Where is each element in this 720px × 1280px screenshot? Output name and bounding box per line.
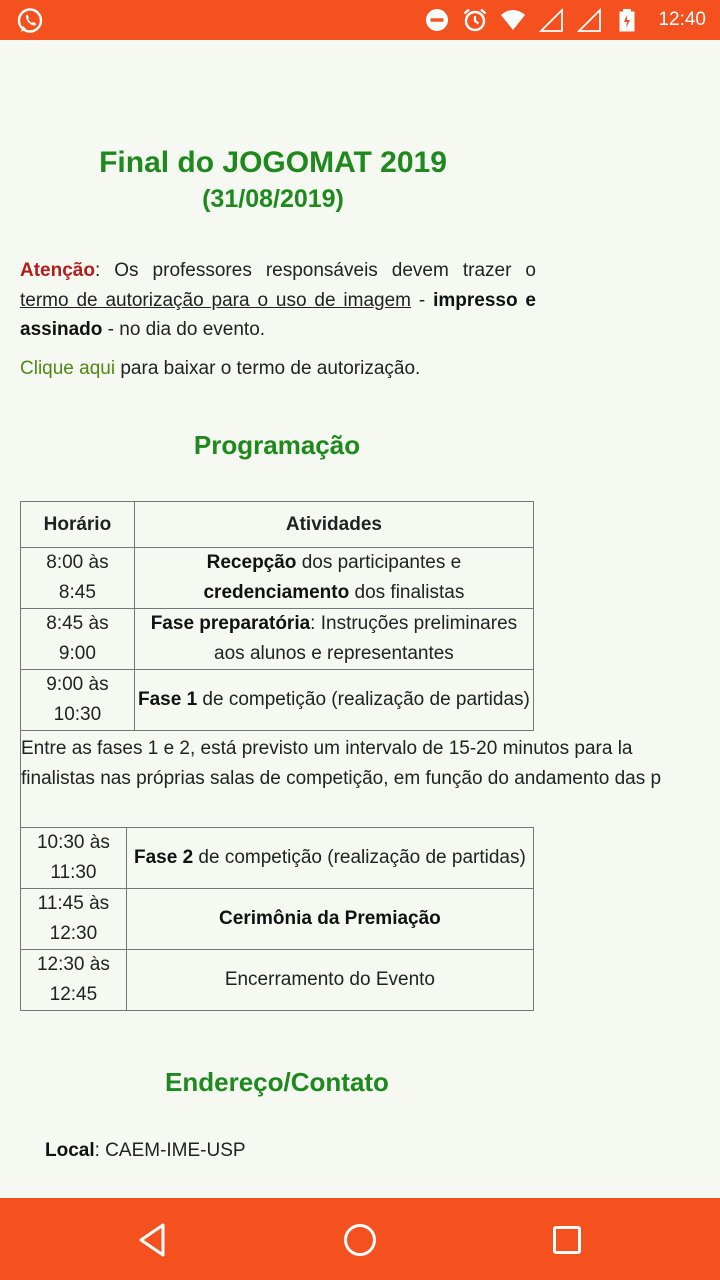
attention-label: Atenção xyxy=(20,260,95,281)
location-value: : CAEM-IME-USP xyxy=(94,1140,246,1161)
column-header-activities: Atividades xyxy=(134,502,533,548)
activity-cell: Fase 1 de competição (realização de partidas) xyxy=(134,670,533,731)
table-row xyxy=(21,950,534,1011)
time-cell: 8:45 às 9:00 xyxy=(21,609,135,670)
authorization-term-link[interactable]: termo de autorização para o uso de imagem xyxy=(20,289,411,311)
do-not-disturb-icon xyxy=(424,7,450,33)
status-icons xyxy=(424,0,706,40)
clock: 12:40 xyxy=(658,9,706,30)
time-cell: 11:45 às 12:30 xyxy=(21,889,127,950)
battery-icon xyxy=(614,7,640,33)
time-cell: 10:30 às 11:30 xyxy=(21,828,127,889)
address-heading: Endereço/Contato xyxy=(165,1067,389,1097)
location-line xyxy=(45,1140,246,1162)
activity-cell: Cerimônia da Premiação xyxy=(126,889,533,950)
table-row xyxy=(21,670,534,731)
wifi-icon xyxy=(500,7,526,33)
alarm-icon xyxy=(462,7,488,33)
click-here-link[interactable]: Clique aqui xyxy=(20,358,116,379)
navigation-bar xyxy=(0,1198,720,1280)
download-line: Clique aqui para baixar o termo de autorização. xyxy=(20,358,421,379)
event-date: (31/08/2019) xyxy=(202,185,344,213)
activity-cell: Fase preparatória: Instruções preliminares aos alunos e representantes xyxy=(134,609,533,670)
signal-icon xyxy=(576,7,602,33)
time-cell: 12:30 às 12:45 xyxy=(21,950,127,1011)
table-row xyxy=(21,609,534,670)
signal-icon xyxy=(538,7,564,33)
status-bar xyxy=(0,0,720,40)
table-header-row xyxy=(21,502,534,548)
whatsapp-icon xyxy=(16,7,44,35)
table-row xyxy=(21,889,534,950)
location-label: Local xyxy=(45,1140,95,1161)
home-icon[interactable] xyxy=(340,1220,380,1260)
recent-apps-icon[interactable] xyxy=(547,1220,587,1260)
schedule-table-continued xyxy=(20,827,534,1011)
activity-cell: Recepção dos participantes e credenciamento dos finalistas xyxy=(134,548,533,609)
page-title: Final do JOGOMAT 2019 xyxy=(99,146,447,179)
activity-cell: Fase 2 de competição (realização de partidas) xyxy=(126,828,533,889)
printed-signed-text: impresso e assinado xyxy=(20,289,536,340)
time-cell: 9:00 às 10:30 xyxy=(21,670,135,731)
interval-note: Entre as fases 1 e 2, está previsto um intervalo de 15-20 minutos para la finalistas nas próprias salas de competição, em função do andamento das p xyxy=(20,729,720,827)
table-row xyxy=(21,828,534,889)
schedule-table xyxy=(20,501,534,731)
time-cell: 8:00 às 8:45 xyxy=(21,548,135,609)
program-heading: Programação xyxy=(193,430,361,460)
activity-cell: Encerramento do Evento xyxy=(126,950,533,1011)
attention-notice: Atenção: Os professores responsáveis devem trazer o termo de autorização para o uso de imagem - impresso e assinado - no dia do evento. xyxy=(20,260,536,340)
web-content[interactable] xyxy=(0,40,720,1198)
column-header-time: Horário xyxy=(21,502,135,548)
back-icon[interactable] xyxy=(133,1220,173,1260)
table-row xyxy=(21,548,534,609)
